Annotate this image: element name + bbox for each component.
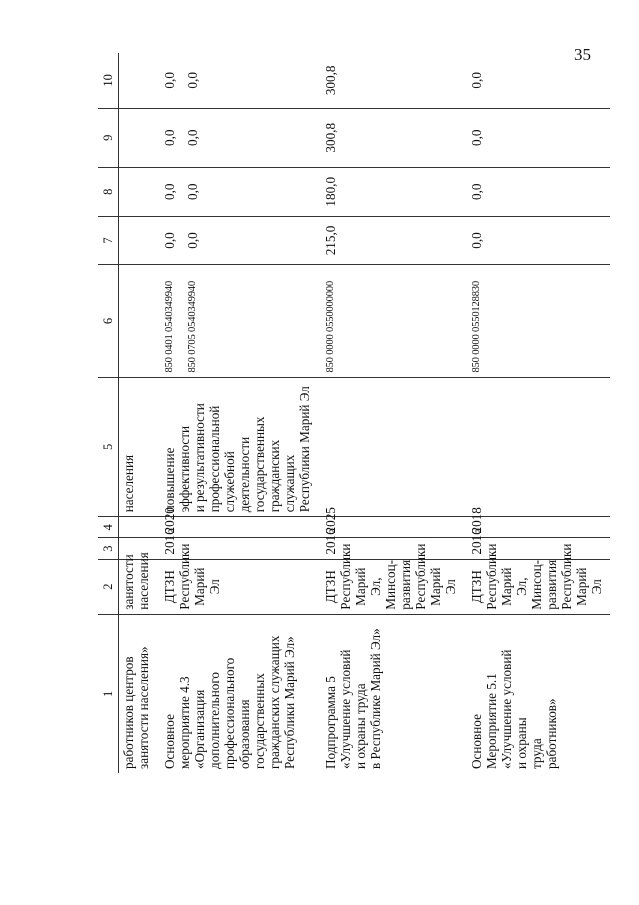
column-number-8: 8 xyxy=(98,167,119,216)
table-cell-col-9 xyxy=(318,108,464,167)
table-cell-col-10 xyxy=(318,53,464,108)
cell-line: эффективности xyxy=(177,425,192,513)
cell-line: 0,0 xyxy=(185,72,200,89)
cell-line: служебной деятельности xyxy=(222,436,252,513)
cell-line: 215,0 xyxy=(323,225,338,256)
cell-line: профессионального xyxy=(222,657,237,769)
table-sheet xyxy=(98,53,639,773)
column-number-5: 5 xyxy=(98,377,119,517)
table-cell-col-5 xyxy=(318,377,464,517)
cell-line: 0,0 xyxy=(469,72,484,89)
cell-line: 0,0 xyxy=(162,129,177,147)
table-cell-col-3: 2016 xyxy=(464,538,610,559)
cell-line: 0,0 xyxy=(185,232,200,249)
cell-line: населения xyxy=(121,454,136,513)
table-cell-col-2 xyxy=(464,543,610,614)
table-cell-col-1 xyxy=(318,614,464,773)
table-cell-col-4: 2018 xyxy=(464,517,610,538)
cell-line: Минсоц- xyxy=(529,559,544,610)
table-cell-col-6 xyxy=(318,265,464,377)
column-number-2: 2 xyxy=(98,559,119,614)
table-row xyxy=(157,53,318,773)
cell-line: развития xyxy=(544,559,559,610)
cell-line: работников» xyxy=(544,698,559,769)
cell-line: 850 0000 0550128830 xyxy=(471,281,482,373)
cell-line: Основное xyxy=(162,714,177,769)
program-table xyxy=(98,53,610,773)
table-cell-col-7 xyxy=(464,216,610,265)
cell-line: в Республике Марий Эл» xyxy=(368,628,383,769)
cell-line: «Улучшение условий xyxy=(338,649,353,769)
cell-line: 0,0 xyxy=(162,183,177,200)
table-cell-col-8 xyxy=(464,167,610,216)
cell-line: Марий Эл xyxy=(428,567,458,606)
cell-line: и охраны xyxy=(514,717,529,769)
table-cell-col-9 xyxy=(464,108,610,167)
rotated-page xyxy=(98,53,639,773)
table-cell-col-5 xyxy=(464,377,610,517)
table-cell-col-1 xyxy=(464,614,610,773)
table-cell-col-1 xyxy=(157,614,318,773)
cell-line: труда xyxy=(529,738,544,769)
cell-line: занятости xyxy=(121,554,136,610)
cell-line: 180,0 xyxy=(323,176,338,207)
cell-line: 850 0705 0540349940 xyxy=(187,281,198,373)
cell-line: Республики xyxy=(413,543,428,610)
cell-line: образования xyxy=(237,699,252,769)
table-cell-col-9 xyxy=(157,108,318,167)
cell-line: 0,0 xyxy=(469,129,484,147)
cell-line: 0,0 xyxy=(162,232,177,249)
table-cell-col-7 xyxy=(157,216,318,265)
cell-line: и охраны труда xyxy=(353,683,368,769)
cell-line: Марий Эл xyxy=(192,567,222,606)
table-row xyxy=(119,53,158,773)
cell-line: 850 0000 0550000000 xyxy=(325,281,336,373)
cell-line: 0,0 xyxy=(469,232,484,249)
cell-line: государственных xyxy=(252,673,267,769)
cell-line: населения xyxy=(136,552,151,610)
cell-line: 0,0 xyxy=(185,129,200,147)
cell-line: Республики xyxy=(484,543,499,610)
cell-line: Республики Марий Эл xyxy=(297,386,312,513)
cell-line: дополнительного xyxy=(207,671,222,769)
cell-line: повышение xyxy=(162,447,177,513)
cell-line: 0,0 xyxy=(469,183,484,200)
cell-line: Основное xyxy=(469,714,484,769)
cell-line: Республики Марий Эл» xyxy=(282,636,297,769)
column-number-3: 3 xyxy=(98,538,119,559)
table-cell-col-4 xyxy=(119,517,158,538)
cell-line: профессиональной xyxy=(207,405,222,513)
table-row xyxy=(318,53,464,773)
table-cell-col-8 xyxy=(318,167,464,216)
cell-line: 0,0 xyxy=(162,72,177,89)
cell-line: ДТЗН xyxy=(323,570,338,604)
cell-line: 300,8 xyxy=(323,65,338,96)
cell-line: государственных xyxy=(252,416,267,513)
cell-line: мероприятие 4.3 xyxy=(177,676,192,769)
cell-line: Республики xyxy=(338,543,353,610)
cell-line: Республики xyxy=(559,543,574,610)
table-cell-col-5 xyxy=(157,377,318,517)
table-header xyxy=(98,53,119,773)
column-number-7: 7 xyxy=(98,216,119,265)
table-cell-col-2 xyxy=(318,543,464,614)
table-cell-col-7 xyxy=(119,216,158,265)
cell-line: Марий Эл, xyxy=(499,567,529,606)
table-cell-col-4: 2020 xyxy=(157,517,318,538)
table-cell-col-6 xyxy=(464,265,610,377)
table-cell-col-6 xyxy=(119,265,158,377)
table-cell-col-8 xyxy=(119,167,158,216)
cell-line: и результативности xyxy=(192,403,207,513)
column-number-10: 10 xyxy=(98,53,119,108)
table-cell-col-3: 2016 xyxy=(157,538,318,559)
table-cell-col-3: 2016 xyxy=(318,538,464,559)
table-cell-col-2 xyxy=(157,543,318,614)
column-number-4: 4 xyxy=(98,517,119,538)
cell-line: Минсоц- xyxy=(383,559,398,610)
cell-line: Марий Эл, xyxy=(353,567,383,606)
cell-line: «Организация xyxy=(192,689,207,769)
table-cell-col-8 xyxy=(157,167,318,216)
table-body xyxy=(119,53,611,773)
cell-line: гражданских служащих xyxy=(267,635,282,769)
cell-line: «Улучшение условий xyxy=(499,649,514,769)
column-number-9: 9 xyxy=(98,108,119,167)
table-cell-col-9 xyxy=(119,108,158,167)
column-number-6: 6 xyxy=(98,265,119,377)
cell-line: 0,0 xyxy=(185,183,200,200)
cell-line: Мероприятие 5.1 xyxy=(484,673,499,769)
column-number-row xyxy=(98,53,119,773)
table-cell-col-1 xyxy=(119,614,158,773)
table-cell-col-6 xyxy=(157,265,318,377)
table-row xyxy=(464,53,610,773)
table-cell-col-10 xyxy=(464,53,610,108)
table-cell-col-10 xyxy=(157,53,318,108)
cell-line: работников центров xyxy=(121,656,136,769)
table-cell-col-2 xyxy=(119,552,158,614)
cell-line: Подпрограмма 5 xyxy=(323,676,338,769)
table-cell-col-4: 2025 xyxy=(318,517,464,538)
cell-line: Марий Эл xyxy=(574,567,604,606)
cell-line: Республики xyxy=(177,543,192,610)
cell-line: развития xyxy=(398,559,413,610)
column-number-1: 1 xyxy=(98,614,119,773)
table-cell-col-10 xyxy=(119,53,158,108)
table-cell-col-5 xyxy=(119,377,158,517)
cell-line: ДТЗН xyxy=(162,570,177,604)
cell-line: 300,8 xyxy=(323,122,338,153)
cell-line: 850 0401 0540349940 xyxy=(164,281,175,373)
cell-line: гражданских служащих xyxy=(267,439,297,513)
cell-line: занятости населения» xyxy=(136,646,151,769)
page-number: 35 xyxy=(574,45,591,64)
cell-line: ДТЗН xyxy=(469,570,484,604)
table-cell-col-7 xyxy=(318,216,464,265)
